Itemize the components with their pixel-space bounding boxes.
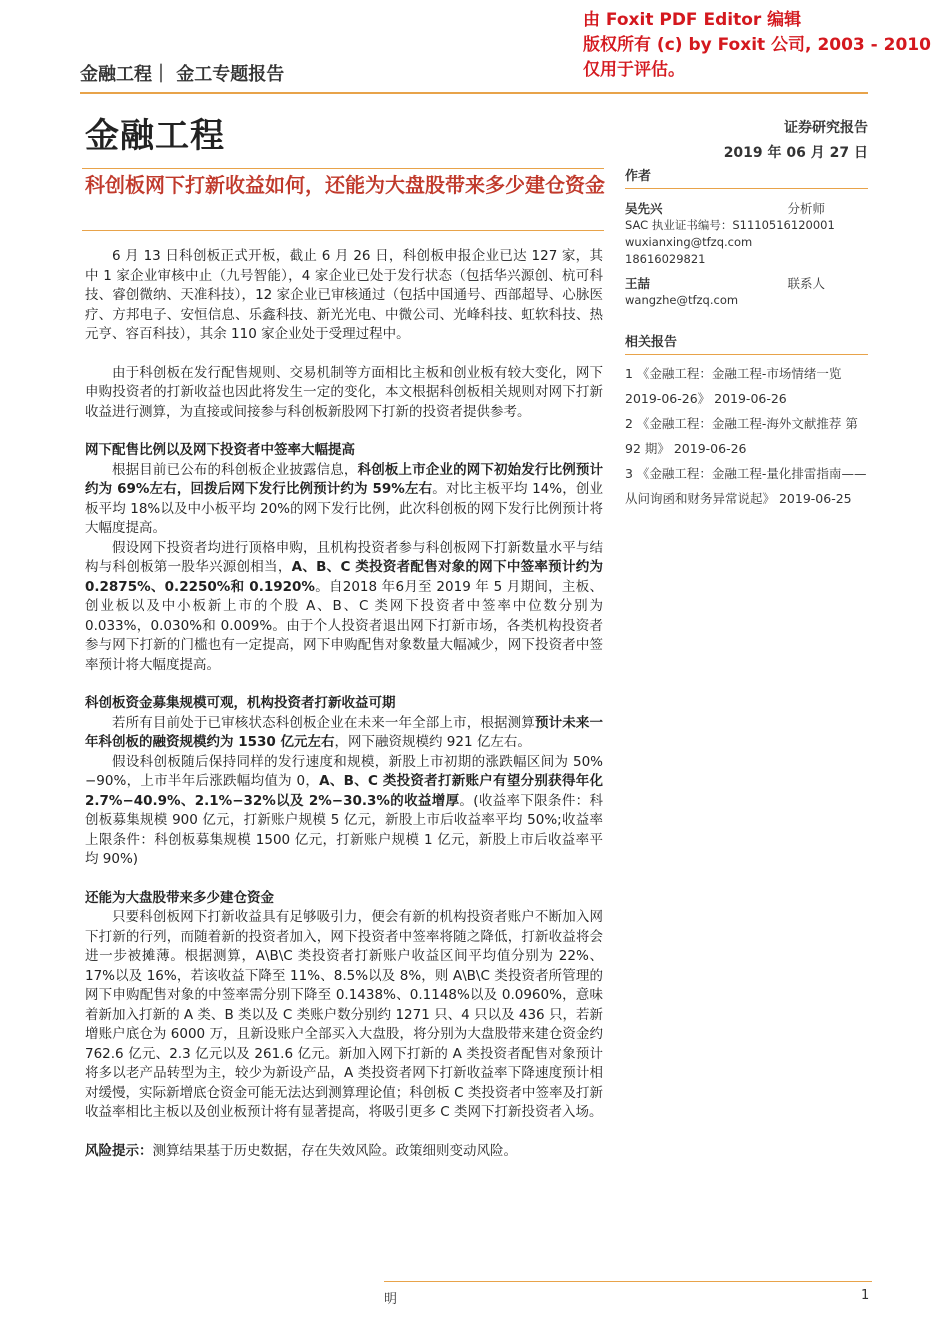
watermark-line: 版权所有 (c) by Foxit 公司, 2003 - 2010 (583, 35, 931, 55)
author-role: 联系人 (787, 276, 825, 291)
risk-note (85, 1142, 603, 1162)
text: 假设网下投资者均进行顶格申购，且机构投资者参与科创板网下打新数量水平与结构与科创板第一股华兴源创相当， (85, 539, 603, 575)
text: 若所有目前处于已审核状态科创板企业在未来一年全部上市，根据测算 (112, 714, 535, 731)
paragraph: 只要科创板网下打新收益具有足够吸引力，便会有新的机构投资者账户不断加入网下打新的行列，而随着新的投资者加入，网下投资者中签率将随之降低，打新收益将会进一步被摊薄。根据测算，A\B\C 类投资者打新账户收益区间平均值分别为 22%、17%以及 16%，若该收益下降至 11%、8.5%以及 8%，则 A\B\C 类投资者所管理的网下申购配售对象的中签率需分别下降至 0.1438%、0.1148%以及 0.0960%，意味着新加入打新的 A 类、B 类以及 C 类账户数分别约 1271 只、4 只以及 436 只，若新增账户底仓为 6000 万，且新设账户全部买入大盘股，将分别为大盘股带来建仓资金约 762.6 亿元、2.3 亿元以及 261.6 亿元。新加入网下打新的 A 类投资者配售对象预计将多以老产品转型为主，较少为新设产品，A 类投资者网下打新收益率下降速度预计相对缓慢，实际新增底仓资金可能无法达到测算理论值；科创板 C 类投资者中签率及打新收益率相比主板以及创业板预计将有显著提高，将吸引更多 C 类网下打新投资者入场。 (85, 909, 603, 1120)
author-phone: 18616029821 (625, 252, 706, 266)
author-block (625, 274, 868, 309)
risk-label: 风险提示： (85, 1142, 153, 1159)
sidebar-divider (625, 354, 868, 355)
section-heading: 科创板资金募集规模可观，机构投资者打新收益可期 (85, 695, 396, 711)
sidebar-divider (625, 188, 868, 189)
text: 。(收益率下限条件：科创板募集规模 900 亿元，打新账户规模 5 亿元，新股上市后收益率平均 50%;收益率上限条件：科创板募集规模 1500 亿元，打新账户规模 1 亿元，新股上市后收益率平均 90%) (85, 792, 603, 867)
text: 假设科创板随后保持同样的发行速度和规模，新股上市初期的涨跌幅区间为 50%−90%，上市半年后涨跌幅均值为 0， (85, 753, 603, 789)
doc-type: 证券研究报告 (784, 120, 868, 136)
title-divider (82, 230, 604, 231)
text: 根据目前已公布的科创板企业披露信息， (112, 461, 358, 478)
paragraph: 6 月 13 日科创板正式开板，截止 6 月 26 日，科创板申报企业已达 127 家，其中 1 家企业审核中止（九号智能），4 家企业已处于发行状态（包括华兴源创、杭可科技、睿创微纳、天准科技），12 家企业已审核通过（包括中国通号、西部超导、心脉医疗、方邦电子、安恒信息、乐鑫科技、新光光电、中微公司、光峰科技、虹软科技、热元亨、容百科技），其余 110 家企业处于受理过程中。 (85, 248, 603, 342)
text: ，网下融资规模约 921 亿左右。 (334, 734, 531, 750)
text: 。自2018 年6月至 2019 年 5 月期间，主板、创业板以及中小板新上市的个股 A、B、C 类网下投资者中签率中位数分别为 0.033%，0.030%和 0.009%。由于个人投资者退出网下打新市场，各类机构投资者参与网下打新的门槛也有一定提高，网下申购配售对象数量大幅减少，网下投资者中签率预计将大幅度提高。 (85, 578, 603, 673)
report-category: 金融工程｜ 金工专题报告 (80, 64, 285, 85)
report-body (85, 247, 603, 1161)
foxit-watermark (583, 8, 945, 83)
text: 。对比主板平均 14%，创业板平均 18%以及中小板平均 20%的网下发行比例，此次科创板的网下发行比例预计将大幅度提高。 (85, 481, 603, 536)
author-cert: SAC 执业证书编号：S1110516120001 (625, 218, 835, 232)
watermark-line: 由 Foxit PDF Editor 编辑 (583, 10, 802, 30)
paragraph (85, 714, 603, 753)
paragraph (85, 539, 603, 676)
author-name: 吴先兴 (625, 201, 663, 216)
related-item[interactable]: 1 《金融工程：金融工程-市场情绪一览 2019-06-26》 2019-06-26 (625, 366, 842, 406)
footer-divider (384, 1281, 872, 1282)
section-heading: 还能为大盘股带来多少建仓资金 (85, 889, 274, 906)
author-block (625, 199, 868, 268)
header-divider (80, 92, 868, 94)
highlight: 预计未来一年科创板的融资规模约为 1530 亿元左右 (85, 714, 604, 750)
highlight: A、B、C 类投资者配售对象的网下中签率预计约为 0.2875%、0.2250%和 0.1920% (85, 559, 603, 595)
section-heading: 网下配售比例以及网下投资者中签率大幅提高 (85, 442, 355, 458)
related-heading: 相关报告 (625, 335, 678, 350)
author-email[interactable]: wangzhe@tfzq.com (625, 293, 739, 307)
report-title: 科创板网下打新收益如何，还能为大盘股带来多少建仓资金 (85, 173, 605, 197)
title-divider (82, 168, 604, 169)
watermark-line: 仅用于评估。 (583, 60, 685, 80)
highlight: 科创板上市企业的网下初始发行比例预计约为 69%左右，回拨后网下发行比例预计约为 59%左右 (85, 461, 604, 497)
author-role: 分析师 (787, 201, 825, 216)
brand-title: 金融工程 (85, 116, 225, 156)
paragraph (85, 461, 603, 539)
author-email[interactable]: wuxianxing@tfzq.com (625, 235, 753, 249)
author-name: 王喆 (625, 276, 651, 291)
author-heading: 作者 (625, 169, 652, 184)
related-list (625, 361, 868, 511)
risk-text: 测算结果基于历史数据，存在失效风险。政策细则变动风险。 (152, 1142, 517, 1159)
footer-text: 明 (384, 1292, 398, 1307)
paragraph (85, 753, 603, 870)
sidebar (625, 165, 868, 511)
page-number: 1 (861, 1288, 870, 1303)
doc-date: 2019 年 06 月 27 日 (723, 145, 868, 161)
related-item[interactable]: 2 《金融工程：金融工程-海外文献推荐 第 92 期》 2019-06-26 (625, 416, 858, 456)
related-item[interactable]: 3 《金融工程：金融工程-量化排雷指南——从问询函和财务异常说起》 2019-06-25 (625, 466, 867, 506)
highlight: A、B、C 类投资者打新账户有望分别获得年化 2.7%−40.9%、2.1%−32%以及 2%−30.3%的收益增厚 (85, 773, 603, 809)
paragraph: 由于科创板在发行配售规则、交易机制等方面相比主板和创业板有较大变化，网下申购投资者的打新收益也因此将发生一定的变化，本文根据科创板相关规则对网下打新收益进行测算，为直接或间接参与科创板新股网下打新的投资者提供参考。 (85, 364, 603, 420)
